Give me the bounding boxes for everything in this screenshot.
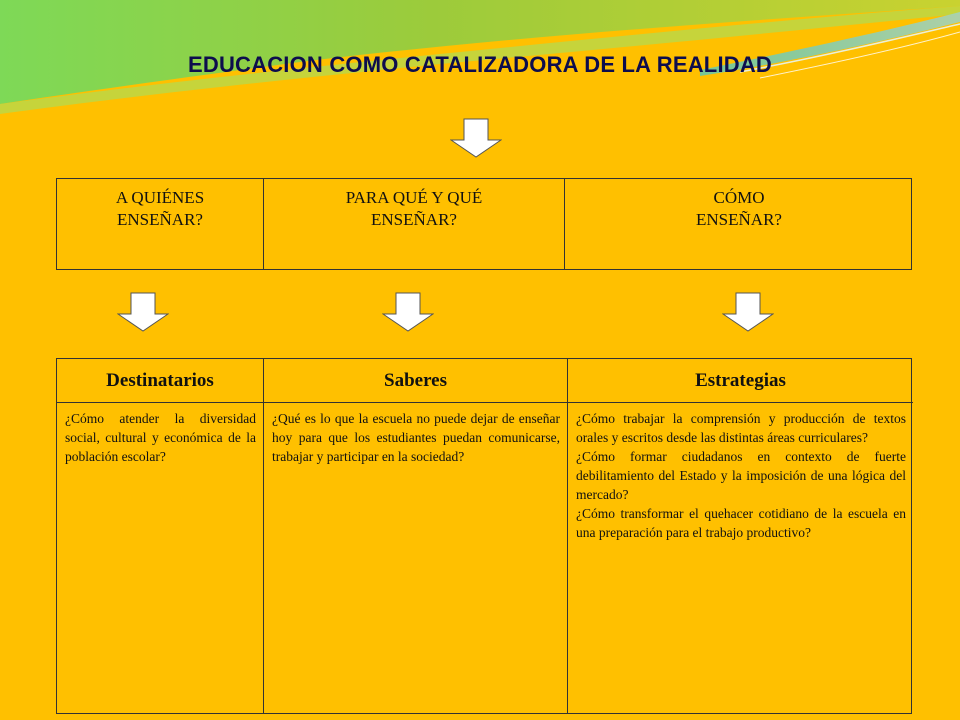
question-who-line2: ENSEÑAR? — [117, 210, 203, 229]
down-arrow-icon — [450, 118, 502, 158]
header-destinatarios: Destinatarios — [57, 359, 264, 403]
details-table — [56, 358, 912, 714]
down-arrow-icon — [722, 292, 774, 332]
question-how-line1: CÓMO — [713, 188, 765, 207]
estrategias-text-2: ¿Cómo formar ciudadanos en contexto de fuerte debilitamiento del Estado y la imposición de una lógica del mercado? — [576, 449, 906, 502]
cell-saberes — [264, 403, 568, 713]
saberes-text: ¿Qué es lo que la escuela no puede dejar de enseñar hoy para que los estudiantes puedan comunicarse, trabajar y participar en la sociedad? — [272, 411, 560, 464]
header-estrategias: Estrategias — [568, 359, 913, 403]
question-how-line2: ENSEÑAR? — [696, 210, 782, 229]
question-how — [565, 179, 913, 269]
question-who — [57, 179, 264, 269]
estrategias-text-3: ¿Cómo transformar el quehacer cotidiano de la escuela en una preparación para el trabajo productivo? — [576, 506, 906, 540]
cell-estrategias — [568, 403, 913, 713]
estrategias-text-1: ¿Cómo trabajar la comprensión y producción de textos orales y escritos desde las distintas áreas curriculares? — [576, 411, 906, 445]
question-who-line1: A QUIÉNES — [115, 188, 205, 207]
question-what — [264, 179, 565, 269]
down-arrow-icon — [117, 292, 169, 332]
question-what-line2: ENSEÑAR? — [371, 210, 457, 229]
questions-table — [56, 178, 912, 270]
page-title: EDUCACION COMO CATALIZADORA DE LA REALIDAD — [187, 52, 773, 77]
question-what-line1: PARA QUÉ Y QUÉ — [345, 188, 483, 207]
header-saberes: Saberes — [264, 359, 568, 403]
down-arrow-icon — [382, 292, 434, 332]
cell-destinatarios — [57, 403, 264, 713]
destinatarios-text: ¿Cómo atender la diversidad social, cultural y económica de la población escolar? — [65, 411, 256, 464]
